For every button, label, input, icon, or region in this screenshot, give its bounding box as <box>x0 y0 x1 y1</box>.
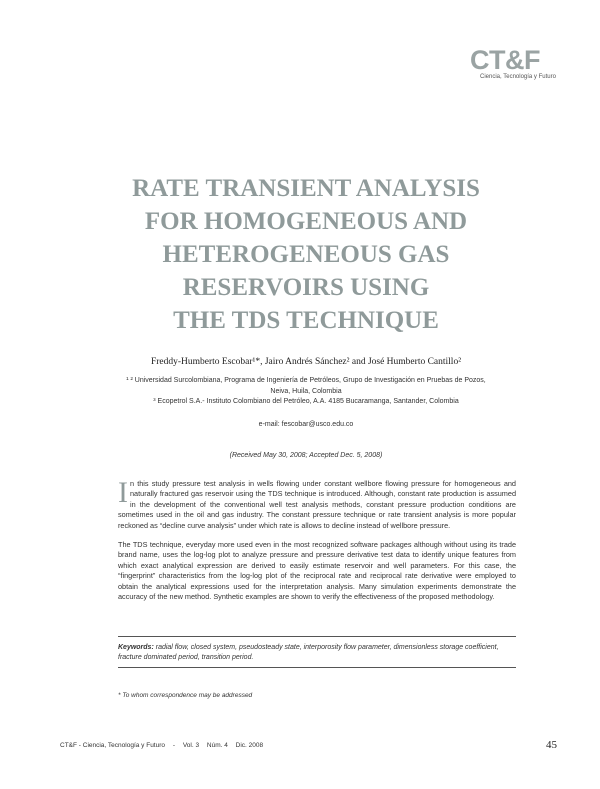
title-line: RATE TRANSIENT ANALYSIS <box>132 175 480 202</box>
divider <box>118 636 516 637</box>
footer-separator: - <box>172 742 175 749</box>
title-line: RESERVOIRS USING <box>182 274 430 301</box>
keywords-text: radial flow, closed system, pseudosteady state, interporosity flow parameter, dimensionless storage coefficient, fracture dominated period, transition period. <box>118 644 499 661</box>
footer-volume: Vol. 3 <box>182 742 200 749</box>
title-line: THE TDS TECHNIQUE <box>173 307 439 334</box>
affiliation-line: ¹ ² Universidad Surcolombiana, Programa de Ingeniería de Petróleos, Grupo de Investigación en Pruebas de Pozos, <box>126 377 486 384</box>
paper-title <box>60 172 552 337</box>
logo-subtitle: Ciencia, Tecnología y Futuro <box>480 74 556 80</box>
drop-cap: I <box>118 476 128 509</box>
page-number: 45 <box>546 739 557 751</box>
correspondence-footnote: * To whom correspondence may be addressed <box>118 692 253 699</box>
abstract-paragraph <box>118 476 516 531</box>
authors: Freddy-Humberto Escobar¹*, Jairo Andrés Sánchez² and José Humberto Cantillo² <box>150 357 462 367</box>
contact-email: e-mail: fescobar@usco.edu.co <box>258 421 354 428</box>
title-line: FOR HOMOGENEOUS AND <box>144 208 468 235</box>
footer-journal: CT&F - Ciencia, Tecnología y Futuro <box>60 742 166 749</box>
title-line: HETEROGENEOUS GAS <box>162 241 450 268</box>
abstract-text-1: n this study pressure test analysis in wells flowing under constant wellbore flowing pressure for homogeneous and naturally fractured gas reservoir using the TDS technique is introduced. Although, constant rate production is assumed in the development of the conventional well test analysis methods, constant pressure production conditions are sometimes used in the oil and gas industry. The constant pressure technique or rate transient analysis is more popular reckoned as “decline curve analysis” under which rate is allows to decline instead of wellbore pressure. <box>118 479 516 530</box>
affiliation-line: ³ Ecopetrol S.A.- Instituto Colombiano del Petróleo, A.A. 4185 Bucaramanga, Santander, Colombia <box>153 398 459 405</box>
divider <box>118 667 516 668</box>
footer-date: Dic. 2008 <box>235 742 264 749</box>
logo-mark: CT&F <box>470 45 540 75</box>
page-footer <box>60 742 269 749</box>
affiliation-line: Neiva, Huila, Colombia <box>270 387 342 395</box>
journal-logo <box>470 46 562 80</box>
abstract-paragraph: The TDS technique, everyday more used even in the most recognized software packages although without using its trade brand name, uses the log-log plot to analyze pressure and pressure derivative test data to identify unique features from which exact analytical expression are derived to easily estimate reservoir and well parameters. For this case, the “fingerprint” characteristics from the log-log plot of the reciprocal rate and reciprocal rate derivative were employed to obtain the analytical expressions used for the interpretation analysis. Many simulation experiments demonstrate the accuracy of the new method. Synthetic examples are shown to verify the effectiveness of the proposed methodology. <box>118 540 516 602</box>
footer-number: Núm. 4 <box>206 742 228 749</box>
abstract <box>118 476 516 611</box>
keywords <box>118 643 516 663</box>
affiliations <box>60 376 552 408</box>
keywords-label: Keywords: <box>118 644 154 651</box>
received-dates: (Received May 30, 2008; Accepted Dec. 5, 2008) <box>229 452 383 459</box>
